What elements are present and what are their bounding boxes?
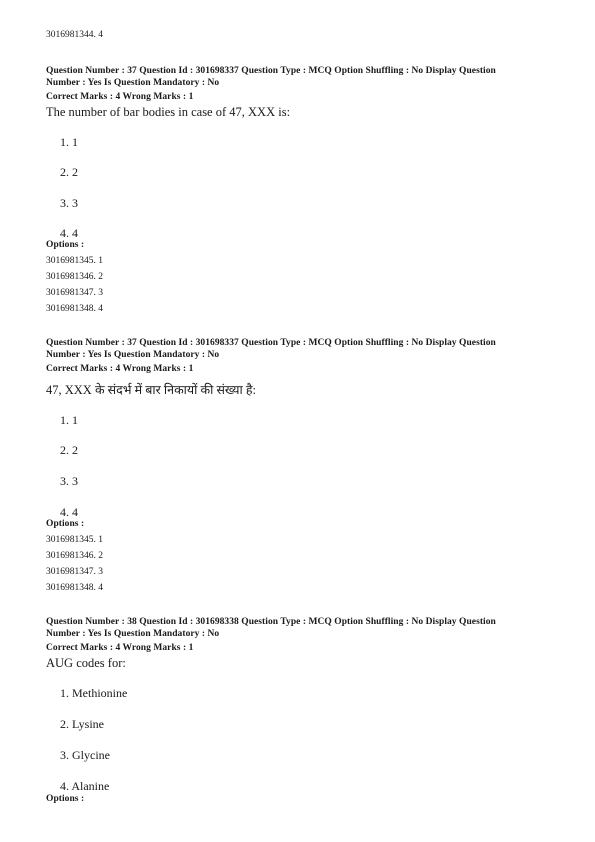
answer-choice: 1. 1 — [60, 413, 78, 427]
answer-choice: 3. 3 — [60, 196, 78, 210]
options-label: Options : — [46, 519, 85, 529]
option-id-line: 3016981346. 2 — [46, 272, 103, 282]
answer-choice: 4. 4 — [60, 226, 78, 240]
question-text: 47, XXX के संदर्भ में बार निकायों की संख्या है: — [46, 383, 256, 397]
option-id-line: 3016981347. 3 — [46, 288, 103, 298]
answer-choice: 4. 4 — [60, 505, 78, 519]
option-id-line: 3016981348. 4 — [46, 583, 103, 593]
options-label: Options : — [46, 240, 85, 250]
option-id-line: 3016981346. 2 — [46, 551, 103, 561]
question-meta-line: Question Number : 38 Question Id : 301698338 Question Type : MCQ Option Shuffling : No Display Question — [46, 617, 496, 627]
answer-choice: 1. 1 — [60, 135, 78, 149]
marks-line: Correct Marks : 4 Wrong Marks : 1 — [46, 92, 194, 102]
option-id-line: 3016981348. 4 — [46, 304, 103, 314]
option-id-line: 3016981345. 1 — [46, 256, 103, 266]
question-meta-line: Number : Yes Is Question Mandatory : No — [46, 78, 220, 88]
answer-choice: 2. 2 — [60, 443, 78, 457]
answer-choice: 2. 2 — [60, 165, 78, 179]
answer-choice: 3. Glycine — [60, 748, 110, 762]
options-label: Options : — [46, 794, 85, 804]
marks-line: Correct Marks : 4 Wrong Marks : 1 — [46, 643, 194, 653]
question-text: AUG codes for: — [46, 656, 126, 670]
question-text: The number of bar bodies in case of 47, XXX is: — [46, 105, 291, 119]
answer-choice: 3. 3 — [60, 474, 78, 488]
marks-line: Correct Marks : 4 Wrong Marks : 1 — [46, 364, 194, 374]
question-meta-line: Question Number : 37 Question Id : 301698337 Question Type : MCQ Option Shuffling : No Display Question — [46, 338, 496, 348]
option-id-line: 3016981347. 3 — [46, 567, 103, 577]
option-id-line: 3016981345. 1 — [46, 535, 103, 545]
option-id-line: 3016981344. 4 — [46, 30, 103, 40]
answer-choice: 2. Lysine — [60, 717, 104, 731]
question-meta-line: Question Number : 37 Question Id : 301698337 Question Type : MCQ Option Shuffling : No Display Question — [46, 66, 496, 76]
answer-choice: 4. Alanine — [60, 779, 110, 793]
question-meta-line: Number : Yes Is Question Mandatory : No — [46, 629, 220, 639]
answer-choice: 1. Methionine — [60, 686, 128, 700]
question-meta-line: Number : Yes Is Question Mandatory : No — [46, 350, 220, 360]
